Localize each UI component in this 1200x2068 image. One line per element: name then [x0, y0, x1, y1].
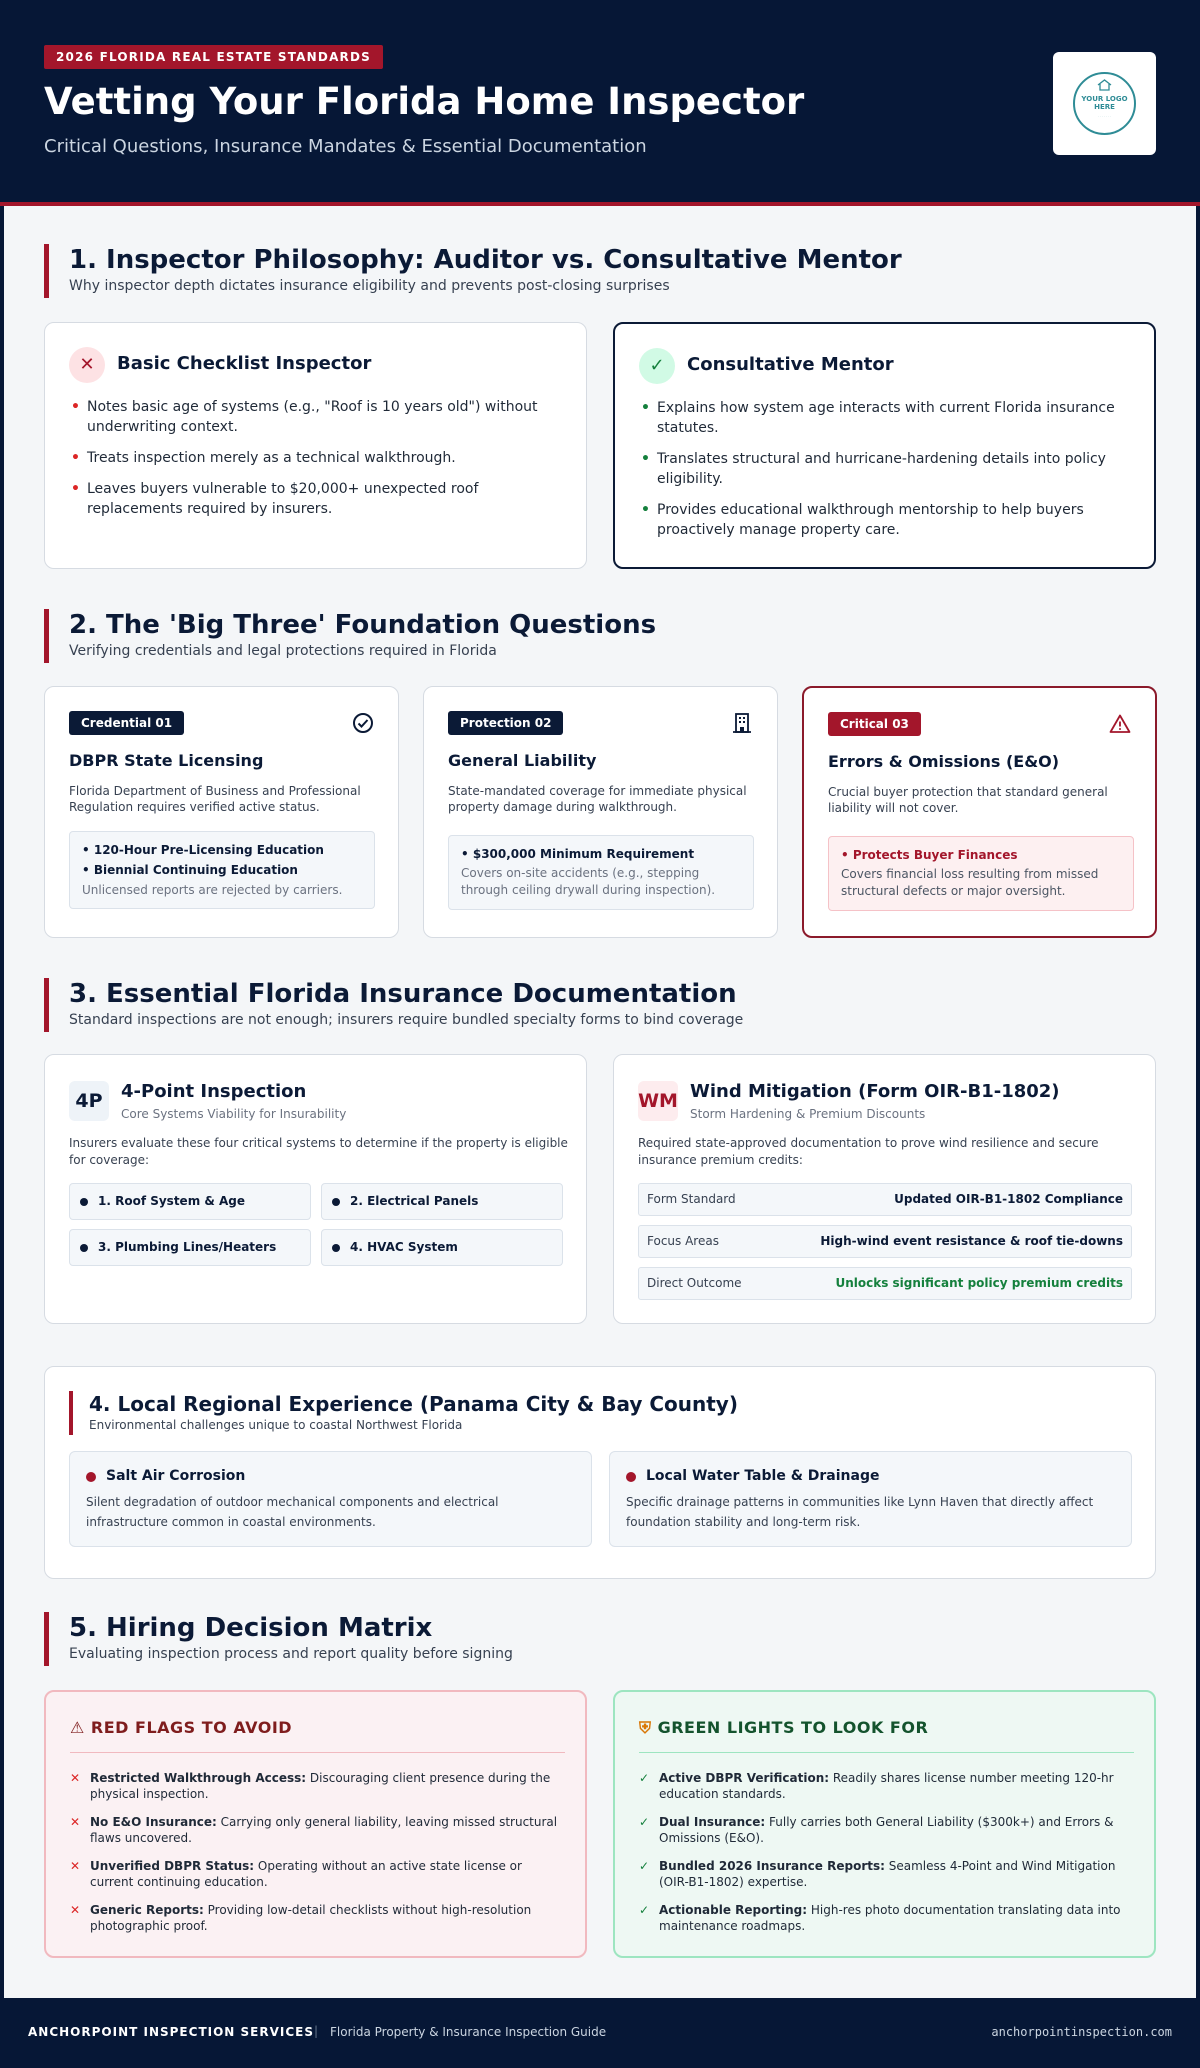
section-5-heading: [44, 1612, 513, 1666]
header: [0, 0, 1200, 202]
warning-icon: [1109, 713, 1131, 735]
section-5-title: 5. Hiring Decision Matrix: [69, 1613, 433, 1643]
red-flags-title: ⚠ RED FLAGS TO AVOID: [70, 1718, 293, 1737]
eo-protection: [828, 836, 1134, 911]
check-circle-icon: [352, 712, 374, 734]
wind-mitigation-desc: Required state-approved documentation to prove wind resilience and secure insurance premium credits:: [638, 1136, 1099, 1167]
section-2-title: 2. The 'Big Three' Foundation Questions: [69, 610, 657, 640]
system-item: 4. HVAC System: [321, 1229, 563, 1266]
list-item: • Translates structural and hurricane-hardening details into policy eligibility.: [641, 451, 1106, 487]
system-item: 1. Roof System & Age: [69, 1183, 311, 1220]
main-content: [4, 206, 1196, 1998]
critical-badge: Critical 03: [828, 712, 921, 736]
consultative-mentor-list: [639, 398, 1129, 551]
liability-requirements: [448, 835, 754, 910]
salt-air-item: [69, 1451, 592, 1547]
eo-title: Errors & Omissions (E&O): [828, 752, 1060, 771]
bullet-dot: [86, 1472, 96, 1482]
logo-text: YOUR LOGO HERE: [1081, 95, 1128, 111]
water-table-desc: Specific drainage patterns in communities like Lynn Haven that directly affect foundation stability and long-term risk.: [626, 1495, 1094, 1529]
list-item: • Provides educational walkthrough mentorship to help buyers proactively manage property care.: [641, 502, 1084, 538]
four-point-icon: 4P: [69, 1081, 109, 1121]
basic-inspector-list: [69, 397, 559, 530]
section-3-heading: [44, 978, 743, 1032]
liability-title: General Liability: [448, 751, 597, 770]
shield-icon: ⛨: [639, 1718, 652, 1737]
page-subtitle: Critical Questions, Insurance Mandates & Essential Documentation: [44, 136, 647, 157]
wind-row: Form Standard Updated OIR-B1-1802 Compliance: [638, 1183, 1132, 1216]
section-5-subtitle: Evaluating inspection process and report quality before signing: [69, 1646, 513, 1662]
wind-mitigation-subtitle: Storm Hardening & Premium Discounts: [690, 1107, 926, 1121]
list-item: ✕ Unverified DBPR Status: Operating without an active state license or current continuing education.: [70, 1859, 522, 1889]
basic-inspector-card: [44, 322, 587, 569]
footer: [0, 1998, 1200, 2068]
credential-badge: Credential 01: [69, 711, 184, 735]
house-icon: [1097, 79, 1112, 91]
licensing-card: [44, 686, 399, 938]
regional-experience-card: [44, 1366, 1156, 1579]
section-1-title: 1. Inspector Philosophy: Auditor vs. Consultative Mentor: [69, 245, 902, 275]
logo-placeholder: [1053, 52, 1156, 155]
system-item: 3. Plumbing Lines/Heaters: [69, 1229, 311, 1266]
list-item: ✕ No E&O Insurance: Carrying only general liability, leaving missed structural flaws uncovered.: [70, 1815, 558, 1845]
section-3-title: 3. Essential Florida Insurance Documentation: [69, 979, 737, 1009]
list-item: ✓ Bundled 2026 Insurance Reports: Seamless 4-Point and Wind Mitigation (OIR-B1-1802) expertise.: [639, 1859, 1116, 1889]
green-lights-panel: [613, 1690, 1156, 1958]
building-icon: [731, 712, 753, 734]
list-item: ✕ Generic Reports: Providing low-detail checklists without high-resolution photographic proof.: [70, 1903, 532, 1933]
bullet-dot: [626, 1472, 636, 1482]
requirement-note: Unlicensed reports are rejected by carriers.: [82, 883, 343, 897]
wind-mitigation-card: [613, 1054, 1156, 1324]
footer-description: Florida Property & Insurance Inspection Guide: [330, 2025, 607, 2039]
water-table-item: [609, 1451, 1132, 1547]
section-3-subtitle: Standard inspections are not enough; insurers require bundled specialty forms to bind coverage: [69, 1012, 744, 1028]
logo-circle: [1073, 72, 1136, 135]
footer-brand: ANCHORPOINT INSPECTION SERVICES: [28, 2025, 314, 2039]
basic-inspector-title: Basic Checklist Inspector: [117, 353, 372, 374]
general-liability-card: [423, 686, 778, 938]
logo-fine-print: · · · · · · ·: [1098, 114, 1111, 118]
four-point-desc: Insurers evaluate these four critical systems to determine if the property is eligible for coverage:: [69, 1136, 568, 1167]
section-4-title: 4. Local Regional Experience (Panama City & Bay County): [89, 1392, 738, 1416]
list-item: ✓ Dual Insurance: Fully carries both General Liability ($300k+) and Errors & Omissions (E&O).: [639, 1815, 1114, 1845]
header-tag: 2026 FLORIDA REAL ESTATE STANDARDS: [44, 45, 383, 69]
wind-row: Direct Outcome Unlocks significant policy premium credits: [638, 1267, 1132, 1300]
list-item: ✕ Restricted Walkthrough Access: Discouraging client presence during the physical inspection.: [70, 1771, 551, 1801]
system-item: 2. Electrical Panels: [321, 1183, 563, 1220]
licensing-desc: Florida Department of Business and Professional Regulation requires verified active status.: [69, 784, 361, 814]
divider: [70, 1752, 565, 1753]
footer-url[interactable]: anchorpointinspection.com: [991, 2025, 1172, 2039]
consultative-mentor-title: Consultative Mentor: [687, 354, 894, 375]
wind-mitigation-title: Wind Mitigation (Form OIR-B1-1802): [690, 1081, 1060, 1102]
green-lights-title: ⛨ GREEN LIGHTS TO LOOK FOR: [639, 1718, 929, 1737]
requirement-line: • $300,000 Minimum Requirement: [461, 847, 695, 861]
requirement-line: • Protects Buyer Finances: [841, 848, 1018, 862]
list-item: ✓ Active DBPR Verification: Readily shares license number meeting 120-hr education standards.: [639, 1771, 1114, 1801]
salt-air-title: Salt Air Corrosion: [106, 1468, 246, 1484]
divider: [639, 1752, 1134, 1753]
salt-air-desc: Silent degradation of outdoor mechanical components and electrical infrastructure common in coastal environments.: [86, 1495, 499, 1529]
green-lights-list: [639, 1770, 1134, 1946]
section-1-heading: [44, 244, 902, 298]
list-item: ✓ Actionable Reporting: High-res photo documentation translating data into maintenance roadmaps.: [639, 1903, 1121, 1933]
footer-separator: |: [314, 2024, 319, 2038]
errors-omissions-card: [802, 686, 1157, 938]
list-item: • Treats inspection merely as a technical walkthrough.: [71, 450, 456, 466]
section-2-subtitle: Verifying credentials and legal protections required in Florida: [69, 643, 497, 659]
four-point-title: 4-Point Inspection: [121, 1081, 307, 1102]
list-item: • Leaves buyers vulnerable to $20,000+ unexpected roof replacements required by insurers.: [71, 481, 479, 517]
licensing-title: DBPR State Licensing: [69, 751, 264, 770]
requirement-note: Covers financial loss resulting from missed structural defects or major oversight.: [841, 867, 1099, 898]
page-title: Vetting Your Florida Home Inspector: [44, 80, 805, 123]
section-4-subtitle: Environmental challenges unique to coastal Northwest Florida: [89, 1418, 463, 1432]
eo-desc: Crucial buyer protection that standard general liability will not cover.: [828, 785, 1108, 815]
section-4-heading: [69, 1391, 738, 1435]
four-point-subtitle: Core Systems Viability for Insurability: [121, 1107, 347, 1121]
requirement-line: • Biennial Continuing Education: [82, 863, 298, 877]
water-table-title: Local Water Table & Drainage: [646, 1468, 880, 1484]
list-item: • Notes basic age of systems (e.g., "Roof is 10 years old") without underwriting context.: [71, 399, 538, 435]
requirement-note: Covers on-site accidents (e.g., stepping through ceiling drywall during inspection).: [461, 866, 716, 897]
protection-badge: Protection 02: [448, 711, 563, 735]
wind-row: Focus Areas High-wind event resistance & roof tie-downs: [638, 1225, 1132, 1258]
red-flags-panel: [44, 1690, 587, 1958]
check-icon: ✓: [639, 348, 675, 384]
licensing-requirements: [69, 831, 375, 909]
liability-desc: State-mandated coverage for immediate physical property damage during walkthrough.: [448, 784, 747, 814]
wind-mitigation-icon: WM: [638, 1081, 678, 1121]
requirement-line: • 120-Hour Pre-Licensing Education: [82, 843, 324, 857]
section-2-heading: [44, 609, 656, 663]
red-flags-list: [70, 1770, 565, 1946]
consultative-mentor-card: [613, 322, 1156, 569]
four-point-card: [44, 1054, 587, 1324]
warning-emoji-icon: ⚠: [70, 1718, 85, 1737]
section-1-subtitle: Why inspector depth dictates insurance eligibility and prevents post-closing surprises: [69, 278, 670, 294]
x-icon: ✕: [69, 347, 105, 383]
list-item: • Explains how system age interacts with current Florida insurance statutes.: [641, 400, 1115, 436]
